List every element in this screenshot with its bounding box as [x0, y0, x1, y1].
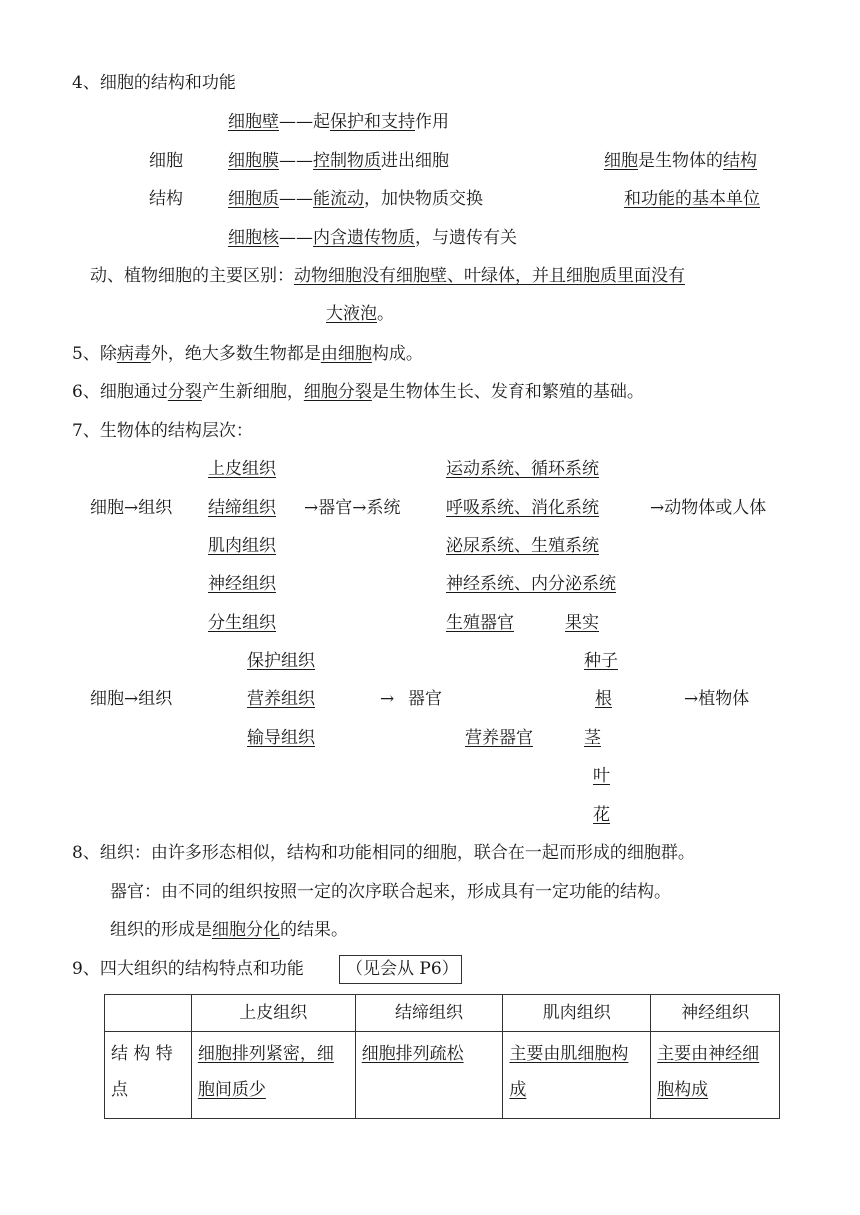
table-row-label: 结 构 特 点 — [105, 1032, 192, 1119]
plant-organ: 茎 — [584, 728, 601, 748]
section-5: 5、除病毒外，绝大多数生物都是由细胞构成。 — [72, 344, 423, 364]
plant-tissue: 分生组织 — [208, 613, 276, 633]
basic-unit-line-1: 细胞是生物体的结构 — [604, 151, 757, 171]
animal-system: 泌尿系统、生殖系统 — [446, 536, 599, 556]
table-cell: 主要由肌细胞构成 — [503, 1032, 651, 1119]
structure-label-2: 结构 — [149, 189, 183, 209]
animal-end: →动物体或人体 — [650, 498, 767, 518]
plant-lead: 细胞→组织 — [90, 689, 173, 709]
table-header: 神经组织 — [651, 995, 780, 1032]
table-header — [105, 995, 192, 1032]
animal-system: 呼吸系统、消化系统 — [446, 498, 599, 518]
plant-tissue: 保护组织 — [247, 651, 315, 671]
animal-tissue: 神经组织 — [208, 574, 276, 594]
cell-difference-line: 动、植物细胞的主要区别：动物细胞没有细胞壁、叶绿体，并且细胞质里面没有 — [90, 266, 685, 286]
animal-system: 神经系统、内分泌系统 — [446, 574, 616, 594]
plant-reproductive-organs: 生殖器官 — [446, 613, 514, 633]
plant-vegetative-organs: 营养器官 — [465, 728, 533, 748]
plant-organ: 根 — [595, 689, 612, 709]
cell-wall-term: 细胞壁 — [228, 112, 279, 132]
plant-arrow: → — [380, 689, 395, 709]
table-cell: 细胞排列疏松 — [355, 1032, 503, 1119]
plant-tissue: 营养组织 — [247, 689, 315, 709]
section-8-differentiation: 组织的形成是细胞分化的结果。 — [110, 920, 348, 940]
plant-organ: 种子 — [584, 651, 618, 671]
animal-tissue: 上皮组织 — [208, 459, 276, 479]
plant-tissue: 输导组织 — [247, 728, 315, 748]
cytoplasm-line: 细胞质——能流动，加快物质交换 — [228, 189, 483, 209]
table-cell: 主要由神经细胞构成 — [651, 1032, 780, 1119]
cell-membrane-line: 细胞膜——控制物质进出细胞 — [228, 151, 449, 171]
section-6: 6、细胞通过分裂产生新细胞，细胞分裂是生物体生长、发育和繁殖的基础。 — [72, 382, 644, 402]
section-7-heading: 7、生物体的结构层次： — [72, 421, 253, 441]
reference-text: （见会从 P6） — [346, 959, 459, 979]
section-4-heading: 4、细胞的结构和功能 — [72, 73, 236, 93]
animal-lead: 细胞→组织 — [90, 498, 173, 518]
section-8-organ: 器官：由不同的组织按照一定的次序联合起来，形成具有一定功能的结构。 — [110, 882, 671, 902]
animal-tissue: 肌肉组织 — [208, 536, 276, 556]
table-header: 上皮组织 — [191, 995, 355, 1032]
table-header: 结缔组织 — [355, 995, 503, 1032]
structure-label-1: 细胞 — [149, 151, 183, 171]
plant-end: →植物体 — [684, 689, 750, 709]
animal-tissue: 结缔组织 — [208, 498, 276, 518]
cell-difference-line-2: 大液泡。 — [326, 304, 394, 324]
section-9-heading: 9、四大组织的结构特点和功能 — [72, 959, 304, 979]
table-header: 肌肉组织 — [503, 995, 651, 1032]
plant-organ: 花 — [593, 805, 610, 825]
animal-organ-system: →器官→系统 — [304, 498, 401, 518]
plant-organ: 叶 — [593, 766, 610, 786]
animal-system: 运动系统、循环系统 — [446, 459, 599, 479]
plant-organ-label: 器官 — [408, 689, 442, 709]
tissue-table — [104, 994, 780, 1119]
table-cell: 细胞排列紧密，细胞间质少 — [191, 1032, 355, 1119]
reference-box — [339, 955, 462, 984]
basic-unit-line-2: 和功能的基本单位 — [624, 189, 760, 209]
section-8-tissue: 8、组织：由许多形态相似，结构和功能相同的细胞，联合在一起而形成的细胞群。 — [72, 843, 695, 863]
cell-wall-line: 细胞壁——起保护和支持作用 — [228, 112, 449, 132]
plant-organ: 果实 — [565, 613, 599, 633]
nucleus-line: 细胞核——内含遗传物质，与遗传有关 — [228, 228, 517, 248]
